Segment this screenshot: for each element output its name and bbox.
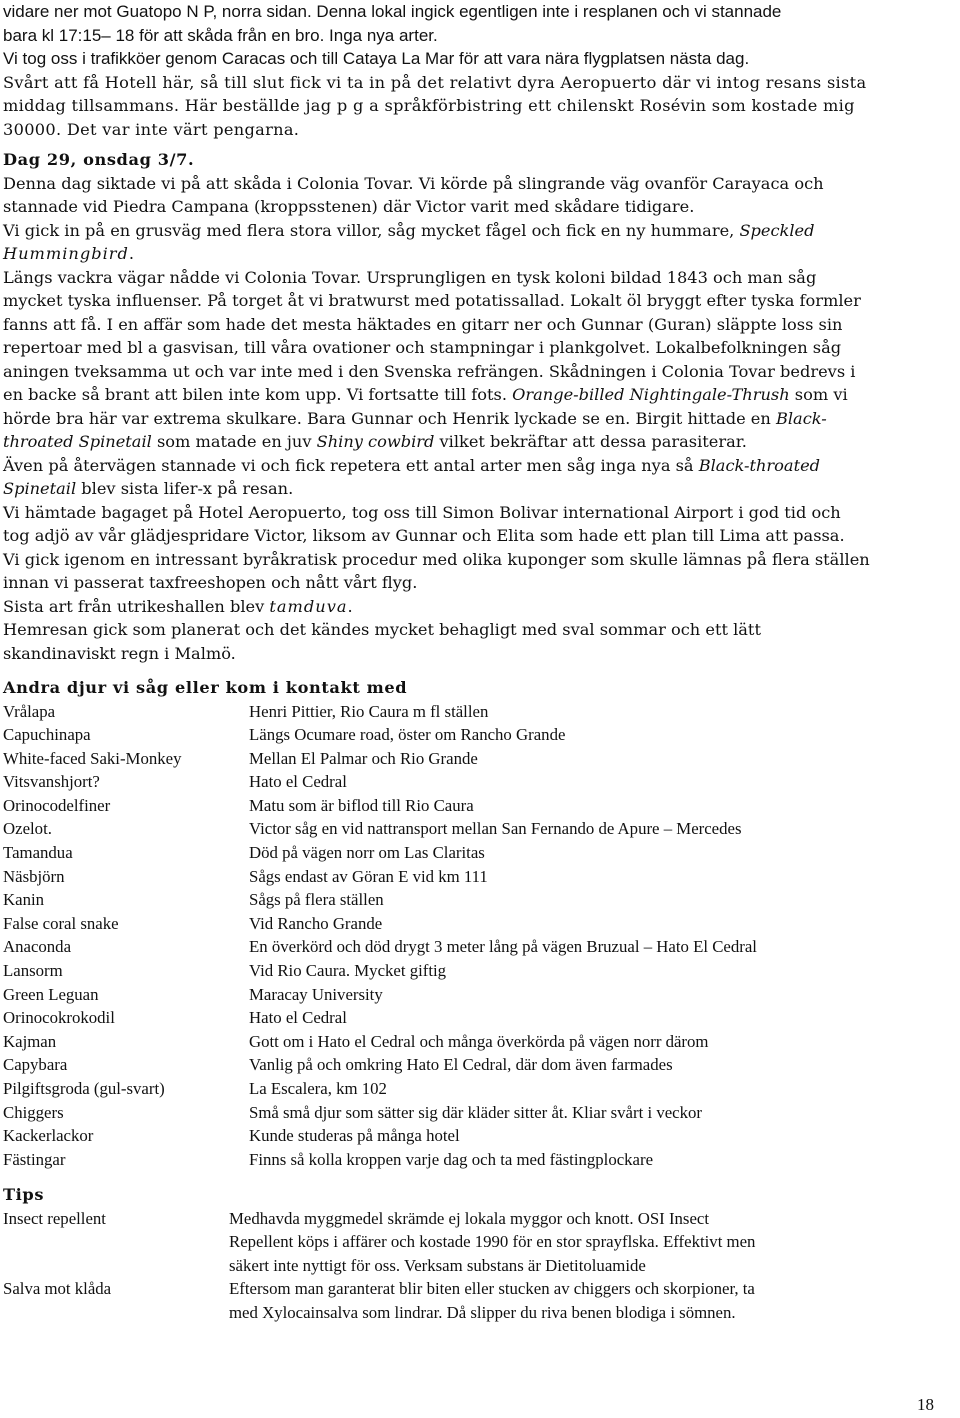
- animal-name: Näsbjörn: [3, 866, 65, 886]
- tip-text-line: Eftersom man garanterat blir biten eller stucken av chiggers och skorpioner, ta: [229, 1279, 755, 1299]
- animal-name: Tamandua: [3, 843, 73, 863]
- text-line: Hemresan gick som planerat och det kändes mycket behagligt med sval sommar och ett lätt: [3, 620, 761, 639]
- day-section: [3, 148, 870, 665]
- animal-location: Sågs på flera ställen: [249, 890, 384, 910]
- text-line: bara kl 17:15– 18 för att skåda från en bro. Inga nya arter.: [3, 25, 438, 45]
- animal-location: Längs Ocumare road, öster om Rancho Grande: [249, 725, 566, 745]
- text-line: skandinaviskt regn i Malmö.: [3, 643, 236, 663]
- animal-name: Pilgiftsgroda (gul-svart): [3, 1079, 165, 1098]
- text-line: mycket tyska influenser. På torget åt vi bratwurst med potatissallad. Lokalt öl bryggt efter tyska formler: [3, 291, 861, 310]
- species-name: Spinetail: [3, 479, 77, 498]
- animal-location: La Escalera, km 102: [249, 1079, 387, 1098]
- animal-name: White-faced Saki-Monkey: [3, 748, 182, 768]
- animal-location: Vid Rio Caura. Mycket giftig: [249, 961, 447, 981]
- tips-heading: Tips: [3, 1185, 45, 1204]
- day-heading: Dag 29, onsdag 3/7.: [3, 150, 195, 169]
- animal-name: False coral snake: [3, 913, 119, 933]
- tip-name: Salva mot klåda: [3, 1279, 112, 1299]
- animal-name: Capuchinapa: [3, 725, 91, 745]
- table-row: [3, 1101, 702, 1125]
- species-name: tamduva: [269, 596, 348, 616]
- text-span: blev sista lifer-x på resan.: [76, 479, 294, 498]
- table-row: [3, 1148, 654, 1172]
- animal-location: Mellan El Palmar och Rio Grande: [249, 748, 478, 768]
- text-line: 30000. Det var inte värt pengarna.: [3, 119, 300, 139]
- text-span: Vi gick in på en grusväg med flera stora villor, såg mycket fågel och fick en ny hummare,: [3, 220, 740, 240]
- table-row: [3, 1053, 673, 1077]
- animal-name: Orinocodelfiner: [3, 795, 111, 815]
- animals-heading: Andra djur vi såg eller kom i kontakt med: [3, 678, 408, 697]
- animal-name: Green Leguan: [3, 984, 99, 1004]
- table-row: [3, 723, 566, 747]
- text-line: [3, 219, 870, 243]
- table-row: [3, 817, 742, 841]
- species-name: throated Spinetail: [3, 432, 152, 451]
- table-row: [3, 983, 407, 1007]
- tip-item: [3, 1207, 755, 1278]
- text-line: [3, 407, 870, 431]
- text-line: innan vi passerat taxfreeshopen och nått vårt flyg.: [3, 573, 418, 592]
- text-line: Längs vackra vägar nådde vi Colonia Tovar. Ursprungligen en tysk koloni bildad 1843 och man såg: [3, 267, 817, 287]
- table-row: [3, 912, 407, 936]
- text-span: vilket bekräftar att dessa parasiterar.: [434, 432, 747, 451]
- text-line: middag tillsammans. Här beställde jag p g a språkförbistring ett chilenskt Rosévin som kostade mig: [3, 96, 855, 115]
- animal-name: Kackerlackor: [3, 1126, 94, 1146]
- table-row: [3, 841, 485, 865]
- animal-name: Orinocokrokodil: [3, 1008, 115, 1028]
- text-line: repertoar med bl a gasvisan, till våra ovationer och stampningar i plankgolvet. Lokalbefolkningen såg: [3, 338, 842, 357]
- animal-location: Hato el Cedral: [249, 772, 347, 792]
- table-row: [3, 747, 478, 771]
- text-span: hörde bra här var extrema skulkare. Bara Gunnar och Henrik lyckade se en. Birgit hittade en: [3, 408, 776, 428]
- animal-location: Victor såg en vid nattransport mellan San Fernando de Apure – Mercedes: [249, 819, 742, 839]
- species-name: Speckled: [739, 220, 815, 240]
- page-number: 18: [917, 1395, 934, 1414]
- animal-name: Anaconda: [3, 937, 72, 957]
- text-line: [3, 454, 870, 478]
- animal-location: Små små djur som sätter sig där kläder sitter åt. Kliar svårt i veckor: [249, 1102, 702, 1122]
- text-line: [3, 383, 870, 407]
- species-name: Orange-billed Nightingale-Thrush: [512, 385, 790, 404]
- tip-item: [3, 1277, 755, 1324]
- table-row: [3, 1124, 460, 1148]
- species-name: Black-: [775, 408, 827, 428]
- species-name: Black-throated: [698, 455, 821, 475]
- tips-section: [3, 1183, 755, 1324]
- animal-name: Chiggers: [3, 1102, 64, 1122]
- table-row: [3, 935, 757, 959]
- text-line: [3, 477, 870, 501]
- animals-section: [3, 676, 757, 1171]
- table-row: [3, 888, 407, 912]
- animal-name: Vrålapa: [3, 701, 56, 721]
- animal-location: Vanlig på och omkring Hato El Cedral, där dom även farmades: [249, 1055, 673, 1075]
- table-row: [3, 700, 489, 724]
- table-row: [3, 770, 407, 794]
- text-span: som vi: [789, 385, 848, 404]
- intro-paragraph: [3, 0, 866, 141]
- text-span: som matade en juv: [151, 432, 317, 451]
- text-span: .: [128, 244, 135, 263]
- tip-text-line: med Xylocainsalva som lindrar. Då slipper du riva benen blodiga i sömnen.: [229, 1302, 736, 1322]
- table-row: [3, 959, 447, 983]
- animal-location: Finns så kolla kroppen varje dag och ta med fästingplockare: [249, 1149, 654, 1169]
- animal-location: Sågs endast av Göran E vid km 111: [249, 866, 488, 886]
- animal-location: Död på vägen norr om Las Claritas: [249, 843, 485, 863]
- animal-location: Gott om i Hato el Cedral och många överkörda på vägen norr därom: [249, 1031, 709, 1051]
- text-line: [3, 595, 870, 619]
- text-span: Även på återvägen stannade vi och fick repetera ett antal arter men såg inga nya så: [3, 455, 699, 475]
- tip-text-line: Medhavda myggmedel skrämde ej lokala myggor och knott. OSI Insect: [229, 1208, 710, 1228]
- text-line: [3, 430, 870, 454]
- animal-name: Ozelot.: [3, 819, 52, 839]
- species-name: Shiny cowbird: [316, 432, 435, 451]
- text-line: tog adjö av vår glädjespridare Victor, liksom av Gunnar och Elita som hade ett plan till Lima att passa.: [3, 526, 845, 545]
- text-line: aningen tveksamma ut och var inte med i den Svenska refrängen. Skådningen i Colonia Tovar bedrevs i: [3, 361, 856, 381]
- table-row: [3, 1030, 709, 1054]
- table-row: [3, 865, 488, 889]
- text-line: Vi gick igenom en intressant byråkratisk procedur med olika kuponger som skulle lämnas på flera ställen: [3, 549, 870, 569]
- animal-location: Hato el Cedral: [249, 1008, 347, 1028]
- animals-table: [3, 700, 757, 1172]
- tips-list: [3, 1207, 755, 1325]
- text-line: vidare ner mot Guatopo N P, norra sidan. Denna lokal ingick egentligen inte i resplanen och vi stannade: [3, 2, 782, 21]
- text-span: en backe så brant att bilen inte kom upp. Vi fortsatte till fots.: [3, 385, 513, 404]
- text-span: .: [347, 596, 353, 616]
- tip-name: Insect repellent: [3, 1208, 106, 1228]
- animal-location: En överkörd och död drygt 3 meter lång på vägen Bruzual – Hato El Cedral: [249, 937, 757, 957]
- animal-location: Henri Pittier, Rio Caura m fl ställen: [249, 701, 489, 721]
- animal-location: Vid Rancho Grande: [249, 913, 383, 933]
- animal-location: Matu som är biflod till Rio Caura: [249, 795, 474, 815]
- text-span: Sista art från utrikeshallen blev: [3, 596, 270, 616]
- animal-name: Capybara: [3, 1055, 68, 1075]
- animal-name: Lansorm: [3, 961, 63, 981]
- species-name: Hummingbird: [3, 244, 129, 263]
- animal-name: Fästingar: [3, 1149, 66, 1169]
- text-line: fanns att få. I en affär som hade det mesta häktades en gitarr ner och Gunnar (Guran) släppte loss sin: [3, 314, 843, 334]
- table-row: [3, 1077, 407, 1101]
- text-line: Vi hämtade bagaget på Hotel Aeropuerto, tog oss till Simon Bolivar international Airport i god tid och: [3, 502, 841, 522]
- animal-location: Maracay University: [249, 984, 383, 1004]
- animal-name: Vitsvanshjort?: [3, 772, 100, 792]
- tip-text-line: Repellent köps i affärer och kostade 1990 för en stor sprayflska. Effektivt men: [229, 1232, 756, 1252]
- animal-name: Kanin: [3, 890, 45, 910]
- text-line: stannade vid Piedra Campana (kroppsstenen) där Victor varit med skådare tidigare.: [3, 197, 695, 216]
- text-line: Vi tog oss i trafikköer genom Caracas och till Cataya La Mar för att vara nära flygplatsen nästa dag.: [3, 49, 750, 68]
- text-line: Denna dag siktade vi på att skåda i Colonia Tovar. Vi körde på slingrande väg ovanför Carayaca och: [3, 173, 824, 193]
- animal-location: Kunde studeras på många hotel: [249, 1126, 460, 1146]
- table-row: [3, 1006, 407, 1030]
- text-line: Svårt att få Hotell här, så till slut fick vi ta in på det relativt dyra Aeropuerto där vi intog resans sista: [3, 72, 867, 92]
- text-line: [3, 242, 870, 266]
- tip-text-line: säkert inte nyttigt för oss. Verksam substans är Dietitoluamide: [229, 1255, 646, 1275]
- animal-name: Kajman: [3, 1031, 57, 1051]
- table-row: [3, 794, 474, 818]
